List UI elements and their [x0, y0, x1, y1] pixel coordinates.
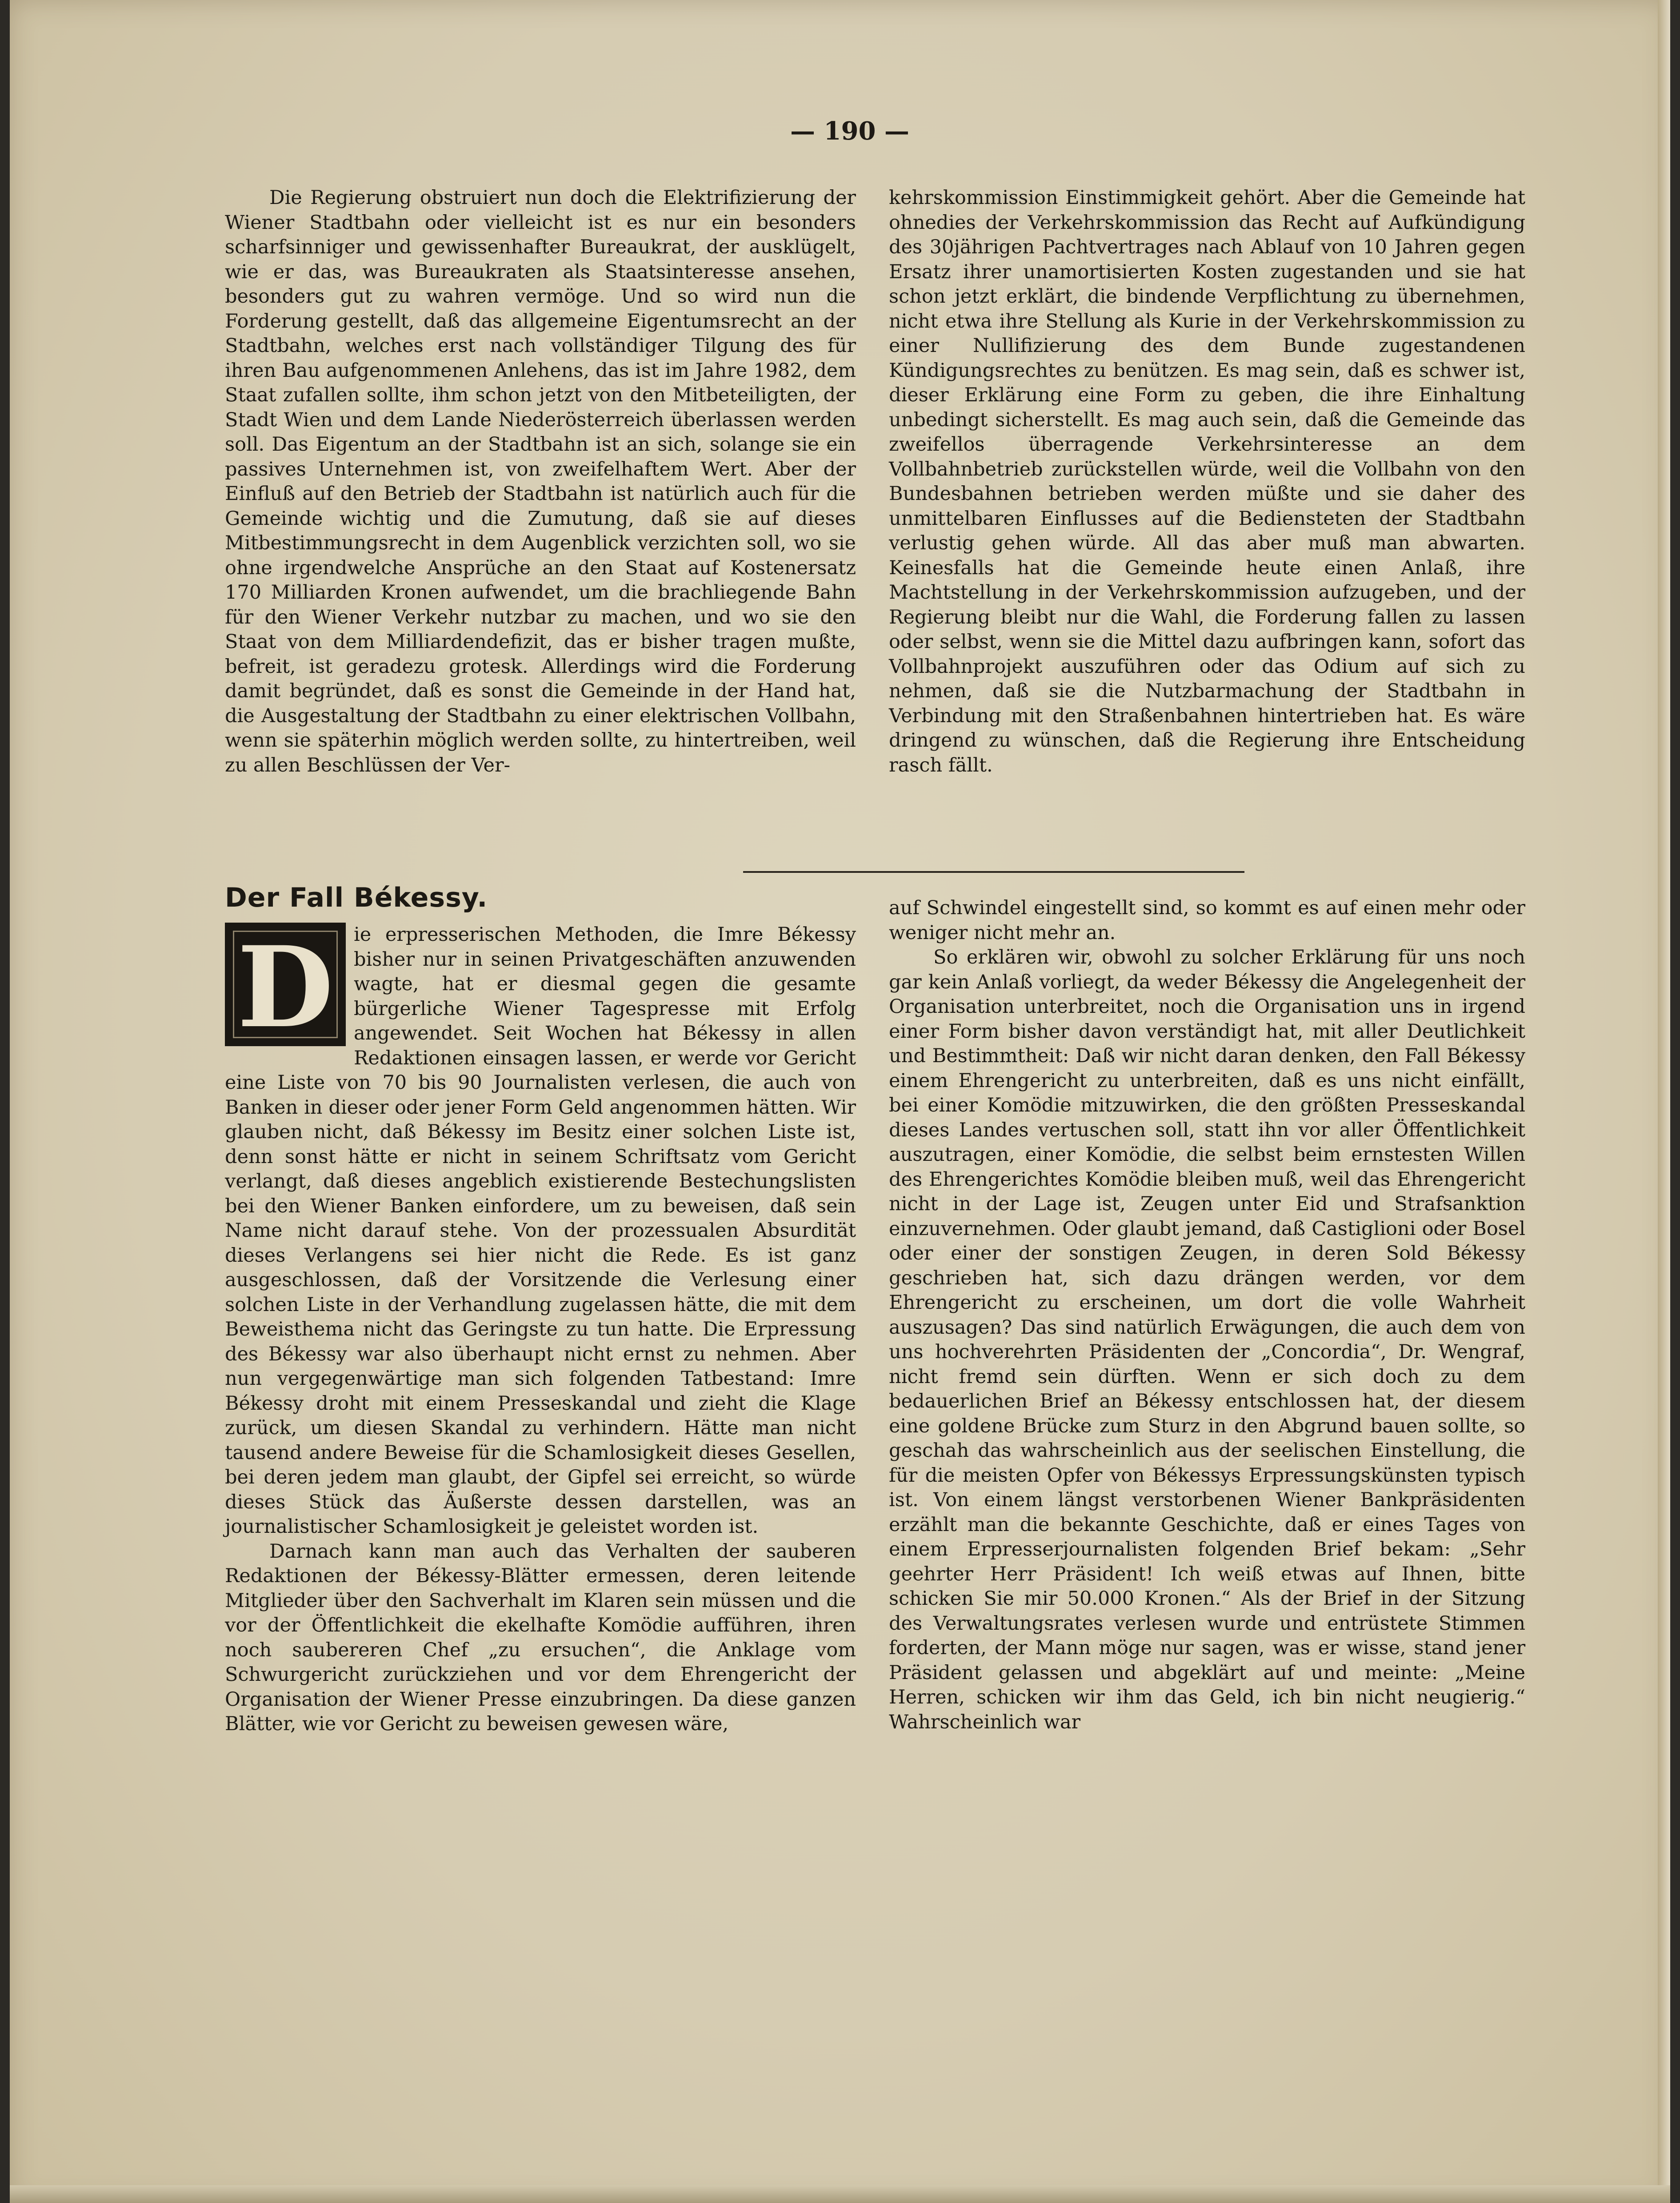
section-title: Der Fall Békessy.	[225, 882, 488, 913]
dropcap-initial: D	[225, 923, 346, 1046]
paragraph: auf Schwindel eingestellt sind, so kommt es auf einen mehr oder weniger nicht mehr an.	[889, 897, 1525, 944]
article-stadtbahn-column-2	[889, 186, 1525, 778]
paragraph: So erklären wir, obwohl zu solcher Erklärung für uns noch gar kein Anlaß vorliegt, da weder Békessy die Angelegenheit der Organisation unterbreitet, noch die Organisation uns in irgend einer Form bisher davon verständigt hat, mit aller Deutlichkeit und Bestimmtheit: Daß wir nicht daran denken, den Fall Békessy einem Ehrengericht zu unterbreiten, daß es uns nicht einfällt, bei einer Komödie mitzuwirken, die den größten Presseskandal dieses Landes vertuschen soll, statt ihn vor aller Öffentlichkeit auszutragen, einer Komödie, die selbst beim ernstesten Willen des Ehrengerichtes Komödie bleiben muß, weil das Ehrengericht nicht in der Lage ist, Zeugen unter Eid und Strafsanktion einzuvernehmen. Oder glaubt jemand, daß Castiglioni oder Bosel oder einer der sonstigen Zeugen, in deren Sold Békessy geschrieben hat, sich dazu drängen werden, vor dem Ehrengericht zu erscheinen, um dort die volle Wahrheit auszusagen? Das sind natürlich Erwägungen, die auch dem von uns hochverehrten Präsidenten der „Concordia“, Dr. Wengraf, nicht fremd sein dürften. Wenn er sich doch zu dem bedauerlichen Brief an Békessy entschlossen hat, der diesem eine goldene Brücke zum Sturz in den Abgrund bauen sollte, so geschah das wahrscheinlich aus der seelischen Einstellung, die für die meisten Opfer von Békessys Erpressungskünsten typisch ist. Von einem längst verstorbenen Wiener Bankpräsidenten erzählt man die bekannte Geschichte, daß er eines Tages von einem Erpresserjournalisten folgenden Brief bekam: „Sehr geehrter Herr Präsident! Ich weiß etwas auf Ihnen, bitte schicken Sie mir 50.000 Kronen.“ Als der Brief in der Sitzung des Verwaltungsrates verlesen wurde und entrüstete Stimmen forderten, der Mann möge nur sagen, was er wisse, stand jener Präsident gelassen und abgeklärt auf und meinte: „Meine Herren, schicken wir ihm das Geld, ich bin nicht neugierig.“ Wahrscheinlich war	[889, 946, 1525, 1733]
article-bekessy-column-1	[225, 923, 856, 1737]
page-edge-right	[1658, 0, 1670, 2203]
newspaper-page	[10, 0, 1670, 2203]
article-stadtbahn-column-1	[225, 186, 856, 778]
paragraph-text: ie erpresserischen Methoden, die Imre Békessy bisher nur in seinen Privatgeschäften anzuwenden wagte, hat er diesmal gegen die gesamte bürgerliche Wiener Tagespresse mit Erfolg angewendet. Seit Wochen hat Békessy in allen Redaktionen einsagen lassen, er werde vor Gericht eine Liste von 70 bis 90 Journalisten verlesen, die auch von Banken in dieser oder jener Form Geld angenommen hätten. Wir glauben nicht, daß Békessy im Besitz einer solchen Liste ist, denn sonst hätte er nicht in seinem Schriftsatz vom Gericht verlangt, daß dieses angeblich existierende Bestechungslisten bei den Wiener Banken einfordere, um zu beweisen, daß sein Name nicht darauf stehe. Von der prozessualen Absurdität dieses Verlangens sei hier nicht die Rede. Es ist ganz ausgeschlossen, daß der Vorsitzende die Verlesung einer solchen Liste in der Verhandlung zugelassen hätte, die mit dem Beweisthema nicht das Geringste zu tun hatte. Die Erpressung des Békessy war also überhaupt nicht ernst zu nehmen. Aber nun vergegenwärtige man sich folgenden Tatbestand: Imre Békessy droht mit einem Presseskandal und zieht die Klage zurück, um diesen Skandal zu verhindern. Hätte man nicht tausend andere Beweise für die Schamlosigkeit dieses Gesellen, bei deren jedem man glaubt, der Gipfel sei erreicht, so würde dieses Stück das Äußerste dessen darstellen, was an journalistischer Schamlosigkeit je geleistet worden ist.	[225, 924, 856, 1538]
page-edge-bottom	[10, 2185, 1670, 2203]
section-divider	[743, 871, 1244, 873]
paragraph: Die Regierung obstruiert nun doch die Elektrifizierung der Wiener Stadtbahn oder vielleicht ist es nur ein besonders scharfsinniger und gewissenhafter Bureaukrat, der ausklügelt, wie er das, was Bureaukraten als Staatsinteresse ansehen, besonders gut zu wahren vermöge. Und so wird nun die Forderung gestellt, daß das allgemeine Eigentumsrecht an der Stadtbahn, welches erst nach vollständiger Tilgung des für ihren Bau aufgenommenen Anlehens, das ist im Jahre 1982, dem Staat zufallen sollte, ihm schon jetzt von den Mitbeteiligten, der Stadt Wien und dem Lande Niederösterreich überlassen werden soll. Das Eigentum an der Stadtbahn ist an sich, solange sie ein passives Unternehmen ist, von zweifelhaftem Wert. Aber der Einfluß auf den Betrieb der Stadtbahn ist natürlich auch für die Gemeinde wichtig und die Zumutung, daß sie auf dieses Mitbestimmungsrecht in dem Augenblick verzichten soll, wo sie ohne irgendwelche Ansprüche an den Staat auf Kostenersatz 170 Milliarden Kronen aufwendet, um die brachliegende Bahn für den Wiener Verkehr nutzbar zu machen, und wo sie den Staat von dem Milliardendefizit, das er bisher tragen mußte, befreit, ist geradezu grotesk. Allerdings wird die Forderung damit begründet, daß es sonst die Gemeinde in der Hand hat, die Ausgestaltung der Stadtbahn zu einer elektrischen Vollbahn, wenn sie späterhin möglich werden sollte, zu hintertreiben, weil zu allen Beschlüssen der Ver-	[225, 187, 856, 776]
page-number: — 190 —	[790, 116, 909, 146]
article-bekessy-column-2	[889, 896, 1525, 1735]
paragraph: Darnach kann man auch das Verhalten der sauberen Redaktionen der Békessy-Blätter ermessen, deren leitende Mitglieder über den Sachverhalt im Klaren sein müssen und die vor der Öffentlichkeit die ekelhafte Komödie aufführen, ihren noch saubereren Chef „zu ersuchen“, die Anklage vom Schwurgericht zurückziehen und vor dem Ehrengericht der Organisation der Wiener Presse einzubringen. Da diese ganzen Blätter, wie vor Gericht zu beweisen gewesen wäre,	[225, 1540, 856, 1735]
paragraph: kehrskommission Einstimmigkeit gehört. Aber die Gemeinde hat ohnedies der Verkehrskommission das Recht auf Aufkündigung des 30jährigen Pachtvertrages nach Ablauf von 10 Jahren gegen Ersatz ihrer unamortisierten Kosten zugestanden und sie hat schon jetzt erklärt, die bindende Verpflichtung zu übernehmen, nicht etwa ihre Stellung als Kurie in der Verkehrskommission zu einer Nullifizierung des dem Bunde zugestandenen Kündigungsrechtes zu benützen. Es mag sein, daß es schwer ist, dieser Erklärung eine Form zu geben, die ihre Einhaltung unbedingt sicherstellt. Es mag auch sein, daß die Gemeinde das zweifellos überragende Verkehrsinteresse an dem Vollbahnbetrieb zurückstellen würde, weil die Vollbahn von den Bundesbahnen betrieben werden müßte und sie daher des unmittelbaren Einflusses auf die Bediensteten der Stadtbahn verlustig gehen würde. All das aber muß man abwarten. Keinesfalls hat die Gemeinde heute einen Anlaß, ihre Machtstellung in der Verkehrskommission aufzugeben, und der Regierung bleibt nur die Wahl, die Forderung fallen zu lassen oder selbst, wenn sie die Mittel dazu aufbringen kann, sofort das Vollbahnprojekt auszuführen oder das Odium auf sich zu nehmen, daß sie die Nutzbarmachung der Stadtbahn in Verbindung mit den Straßenbahnen hintertrieben hat. Es wäre dringend zu wünschen, daß die Regierung ihre Entscheidung rasch fällt.	[889, 187, 1525, 776]
paragraph	[225, 923, 856, 1539]
